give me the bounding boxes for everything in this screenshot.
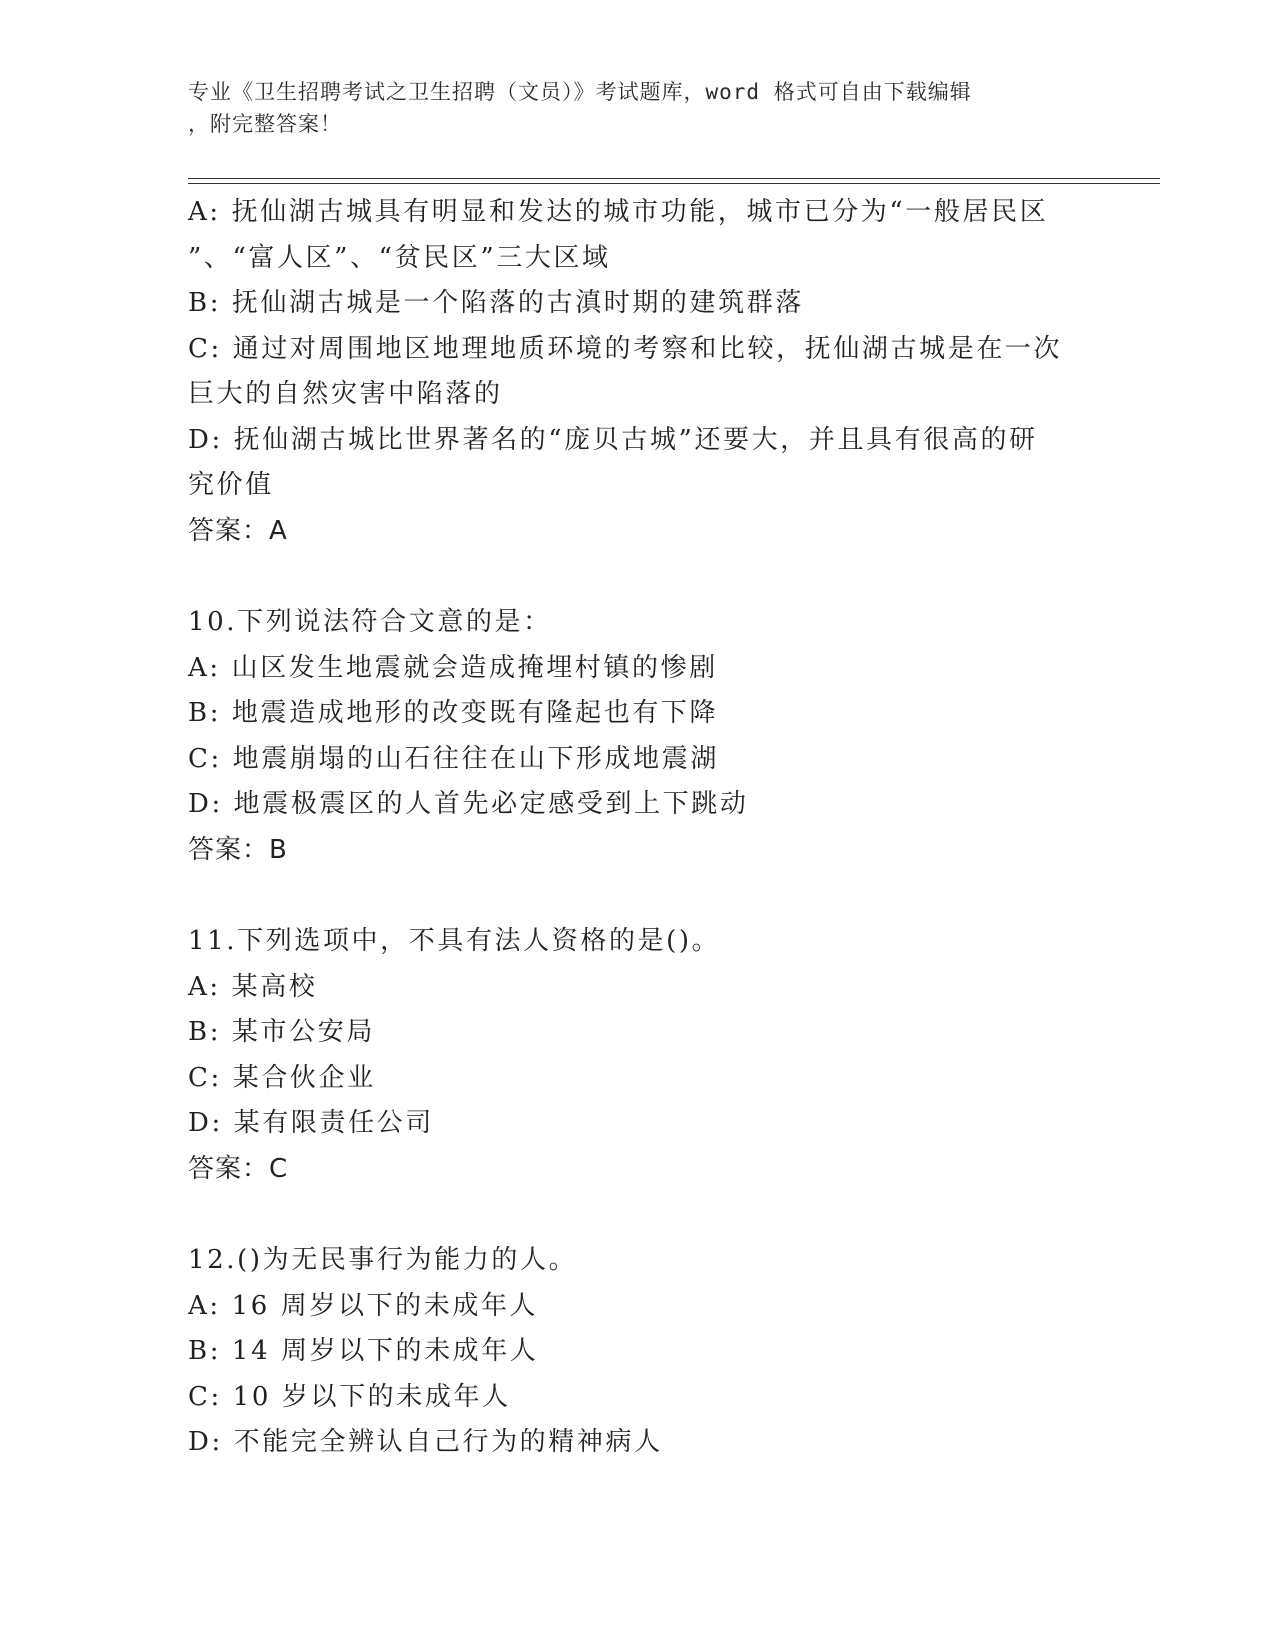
spacer xyxy=(188,554,1088,600)
header-line-2: ，附完整答案！ xyxy=(188,112,342,136)
q9-option-d-line2: 究价值 xyxy=(188,470,274,500)
header-line-1: 专业《卫生招聘考试之卫生招聘（文员）》考试题库，word 格式可自由下载编辑 xyxy=(188,80,972,104)
q12-option-c: C: 10 岁以下的未成年人 xyxy=(188,1381,511,1412)
q9-option-c-line2: 巨大的自然灾害中陷落的 xyxy=(188,379,503,409)
spacer xyxy=(188,873,1088,919)
document-header xyxy=(188,76,1068,140)
q11-option-a: A: 某高校 xyxy=(188,971,318,1002)
q11-option-d: D: 某有限责任公司 xyxy=(188,1108,434,1138)
q11-option-c: C: 某合伙企业 xyxy=(188,1062,376,1093)
header-divider-bottom xyxy=(188,183,1160,184)
question-9 xyxy=(188,190,1088,554)
question-12 xyxy=(188,1238,1088,1466)
q10-option-c: C: 地震崩塌的山石往往在山下形成地震湖 xyxy=(188,743,719,774)
q11-answer: 答案：C xyxy=(188,1153,289,1184)
q10-stem: 10.下列说法符合文意的是： xyxy=(188,607,552,637)
question-list xyxy=(188,190,1088,1466)
q12-option-b: B: 14 周岁以下的未成年人 xyxy=(188,1336,539,1366)
question-11 xyxy=(188,919,1088,1192)
q9-option-c-line1: C: 通过对周围地区地理地质环境的考察和比较，抚仙湖古城是在一次 xyxy=(188,333,1063,364)
spacer xyxy=(188,1192,1088,1238)
q10-option-b: B: 地震造成地形的改变既有隆起也有下降 xyxy=(188,698,719,728)
q10-option-a: A: 山区发生地震就会造成掩埋村镇的惨剧 xyxy=(188,652,718,683)
q10-answer: 答案：B xyxy=(188,834,288,865)
q9-option-a-line1: A: 抚仙湖古城具有明显和发达的城市功能，城市已分为“一般居民区 xyxy=(188,197,1049,227)
q9-option-d-line1: D: 抚仙湖古城比世界著名的“庞贝古城”还要大，并且具有很高的研 xyxy=(188,424,1038,455)
q9-answer: 答案：A xyxy=(188,515,288,546)
q11-stem: 11.下列选项中，不具有法人资格的是()。 xyxy=(188,926,721,956)
q12-option-a: A: 16 周岁以下的未成年人 xyxy=(188,1290,539,1321)
q11-option-b: B: 某市公安局 xyxy=(188,1017,375,1047)
q9-option-a-line2: ”、“富人区”、“贫民区”三大区域 xyxy=(188,242,611,273)
q10-option-d: D: 地震极震区的人首先必定感受到上下跳动 xyxy=(188,789,749,819)
q9-option-b: B: 抚仙湖古城是一个陷落的古滇时期的建筑群落 xyxy=(188,288,804,318)
q12-option-d: D: 不能完全辨认自己行为的精神病人 xyxy=(188,1427,663,1457)
q12-stem: 12.()为无民事行为能力的人。 xyxy=(188,1245,578,1275)
question-10 xyxy=(188,600,1088,873)
header-divider-top xyxy=(188,178,1160,179)
